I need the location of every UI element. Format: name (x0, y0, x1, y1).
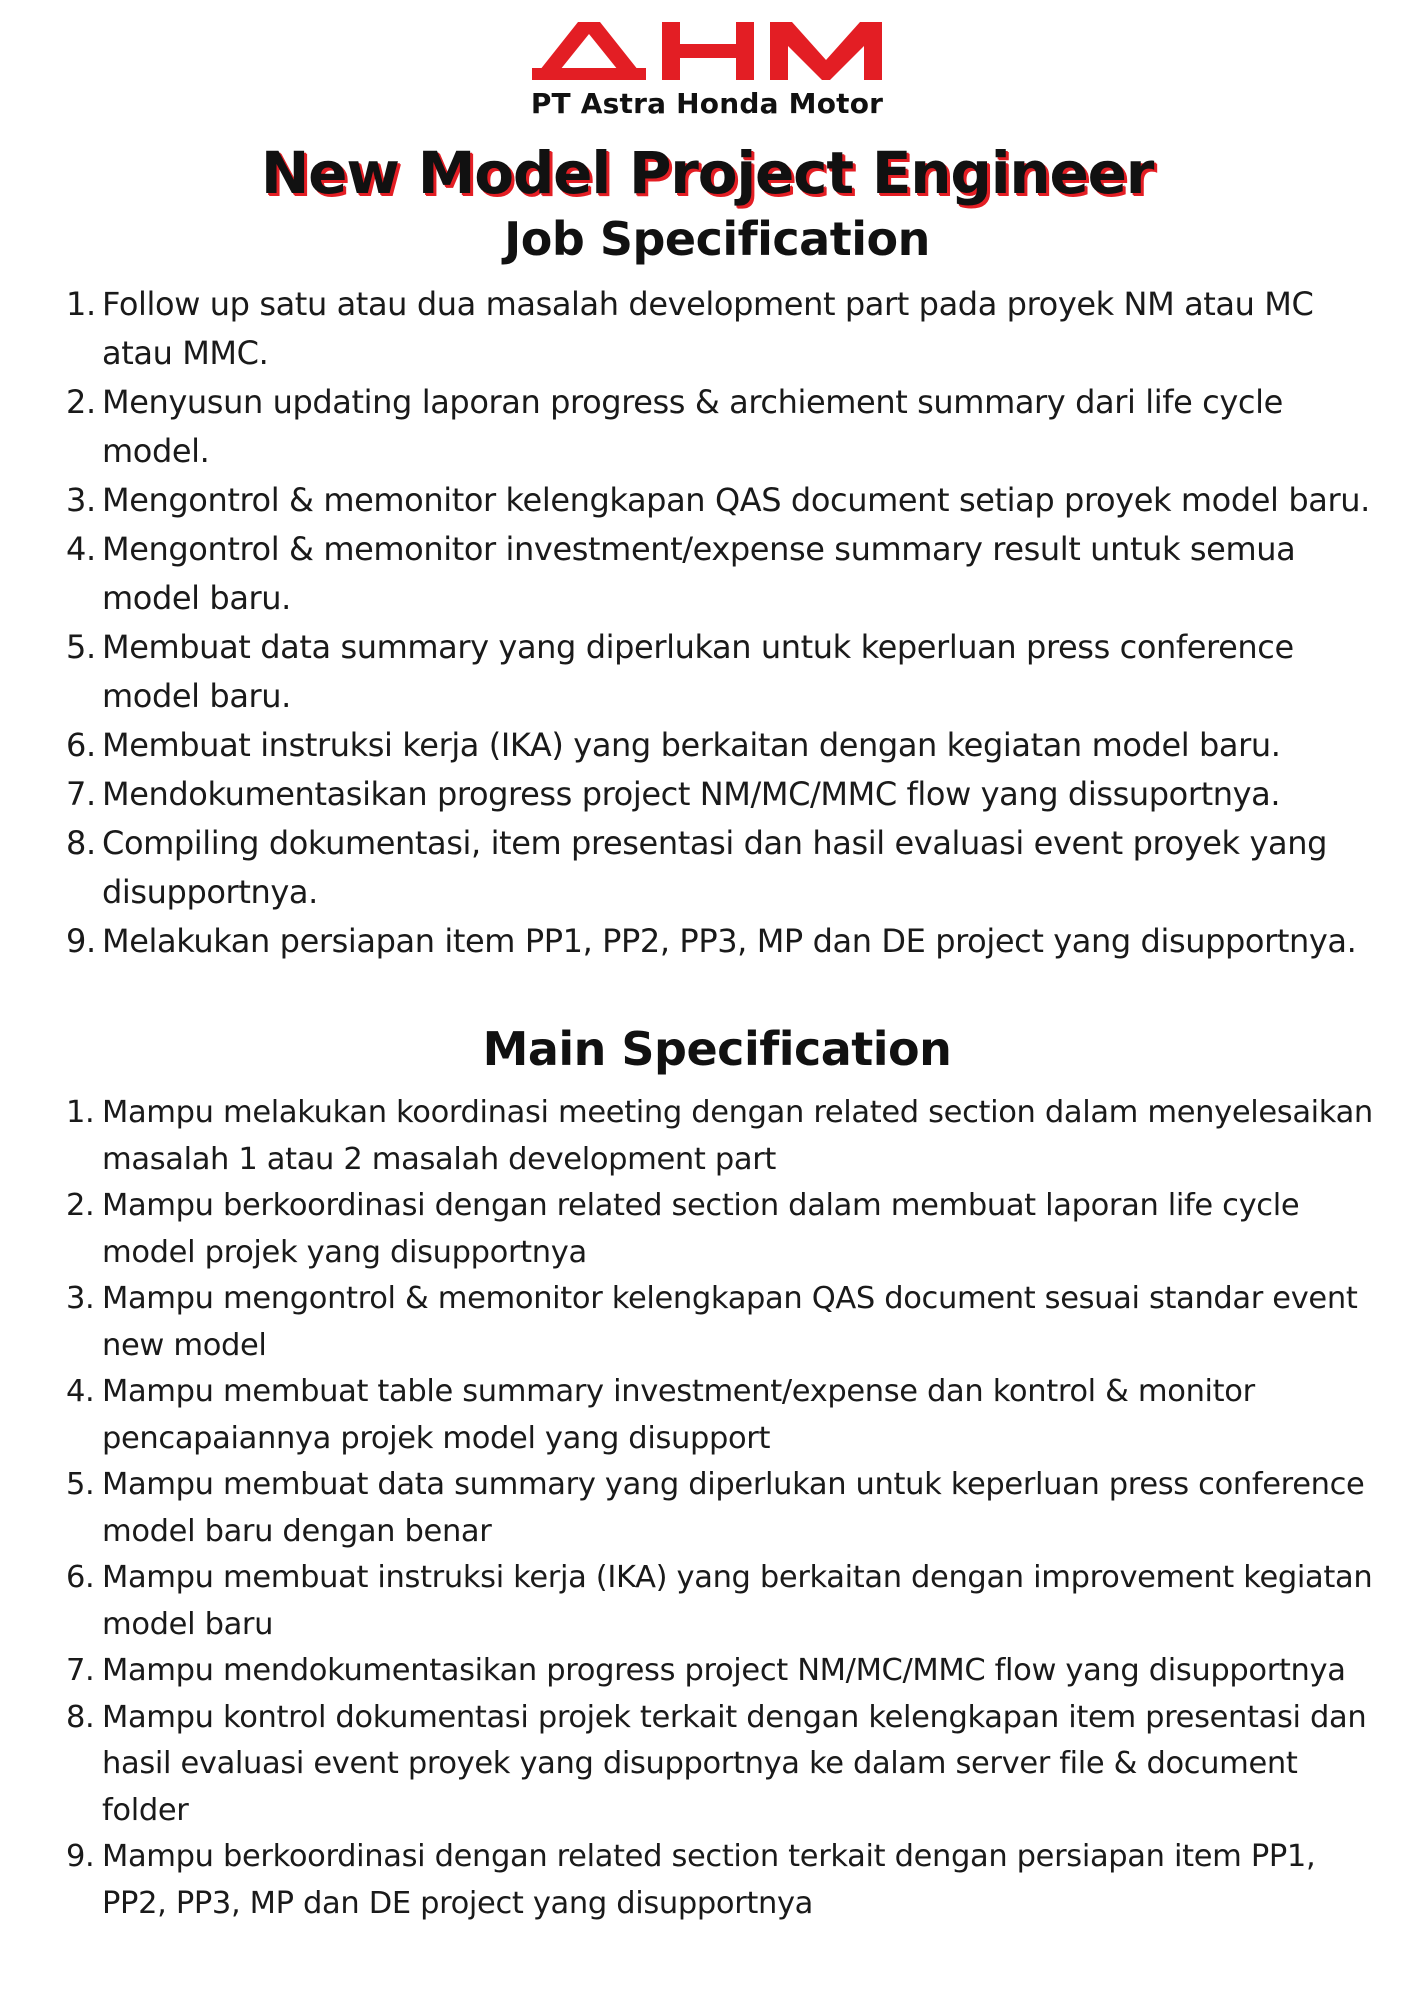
list-item-number: 4. (66, 1374, 95, 1409)
list-item-number: 9. (66, 1839, 95, 1874)
list-item (66, 280, 1376, 378)
main-spec-heading: Main Specification (482, 1022, 952, 1076)
list-item-text: Mendokumentasikan progress project NM/MC/MMC flow yang dissuportnya. (102, 775, 1281, 813)
list-item-number: 9. (66, 922, 96, 960)
list-item (66, 1369, 1376, 1462)
list-item-text: Follow up satu atau dua masalah development part pada proyek NM atau MC atau MMC. (102, 285, 1314, 372)
list-item-text: Menyusun updating laporan progress & archiement summary dari life cycle model. (102, 383, 1283, 470)
list-item-number: 1. (66, 285, 96, 323)
list-item-number: 6. (66, 1560, 95, 1595)
list-item (66, 1276, 1376, 1369)
list-item-number: 2. (66, 383, 96, 421)
list-item-text: Mampu berkoordinasi dengan related section dalam membuat laporan life cycle model projek yang disupportnya (102, 1188, 1300, 1270)
list-item (66, 721, 1376, 770)
list-item (66, 819, 1376, 917)
list-item (66, 1183, 1376, 1276)
list-item-text: Membuat instruksi kerja (IKA) yang berkaitan dengan kegiatan model baru. (102, 726, 1281, 764)
list-item-number: 3. (66, 481, 96, 519)
list-item-text: Mampu melakukan koordinasi meeting dengan related section dalam menyelesaikan masalah 1 atau 2 masalah development part (102, 1095, 1373, 1177)
list-item-text: Mengontrol & memonitor kelengkapan QAS document setiap proyek model baru. (102, 481, 1370, 519)
list-item-text: Mampu membuat data summary yang diperlukan untuk keperluan press conference model baru dengan benar (102, 1467, 1365, 1549)
list-item-text: Mengontrol & memonitor investment/expense summary result untuk semua model baru. (102, 530, 1296, 617)
list-item-text: Membuat data summary yang diperlukan untuk keperluan press conference model baru. (102, 628, 1294, 715)
list-item-number: 7. (66, 775, 96, 813)
list-item (66, 525, 1376, 623)
list-item-text: Mampu berkoordinasi dengan related section terkait dengan persiapan item PP1, PP2, PP3, MP dan DE project yang disupportnya (102, 1839, 1316, 1921)
list-item-text: Mampu kontrol dokumentasi projek terkait dengan kelengkapan item presentasi dan hasil evaluasi event proyek yang disupportnya ke dalam server file & document folder (102, 1699, 1367, 1828)
list-item (66, 1695, 1376, 1835)
list-item (66, 378, 1376, 476)
list-item-number: 6. (66, 726, 96, 764)
list-item-number: 2. (66, 1188, 95, 1223)
job-spec-list (66, 280, 1376, 966)
company-name: PT Astra Honda Motor (530, 87, 884, 120)
list-item-number: 5. (66, 1467, 95, 1502)
company-logo (0, 22, 1414, 120)
page-title: New Model Project Engineer (260, 139, 1154, 207)
list-item (66, 1834, 1376, 1927)
list-item-number: 1. (66, 1095, 95, 1130)
list-item-text: Mampu membuat table summary investment/expense dan kontrol & monitor pencapaiannya projek model yang disupport (102, 1374, 1255, 1456)
list-item (66, 1555, 1376, 1648)
list-item-number: 4. (66, 530, 96, 568)
main-spec-list (66, 1090, 1376, 1927)
list-item-text: Mampu mendokumentasikan progress project NM/MC/MMC flow yang disupportnya (102, 1653, 1346, 1688)
list-item (66, 1090, 1376, 1183)
ahm-logo-mark (532, 22, 882, 80)
list-item-number: 7. (66, 1653, 95, 1688)
list-item (66, 623, 1376, 721)
list-item-text: Compiling dokumentasi, item presentasi dan hasil evaluasi event proyek yang disupportnya. (102, 824, 1327, 911)
list-item-number: 3. (66, 1281, 95, 1316)
list-item (66, 770, 1376, 819)
list-item (66, 1648, 1376, 1695)
list-item (66, 917, 1376, 966)
list-item (66, 1462, 1376, 1555)
list-item-number: 8. (66, 1699, 95, 1735)
list-item-text: Mampu mengontrol & memonitor kelengkapan QAS document sesuai standar event new model (102, 1281, 1358, 1363)
list-item-text: Mampu membuat instruksi kerja (IKA) yang berkaitan dengan improvement kegiatan model baru (102, 1560, 1373, 1642)
list-item-number: 5. (66, 628, 96, 666)
job-spec-heading: Job Specification (504, 212, 930, 266)
list-item-text: Melakukan persiapan item PP1, PP2, PP3, MP dan DE project yang disupportnya. (102, 922, 1357, 960)
list-item (66, 476, 1376, 525)
list-item-number: 8. (66, 824, 96, 862)
